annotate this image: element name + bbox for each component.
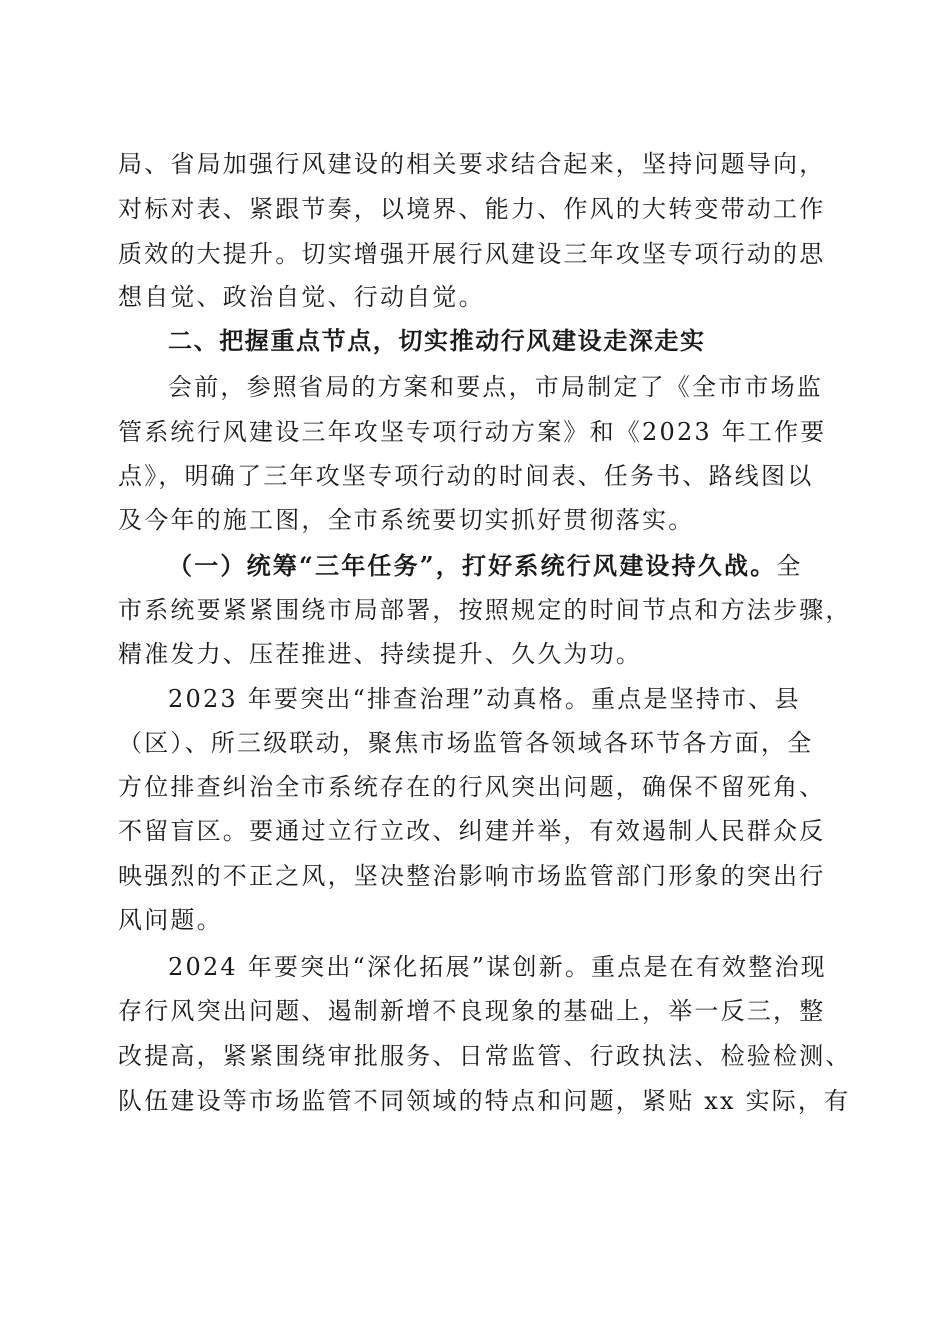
paragraph-line: 市系统要紧紧围绕市局部署，按照规定的时间节点和方法步骤， xyxy=(118,596,852,624)
paragraph-line: 及今年的施工图，全市系统要切实抓好贯彻落实。 xyxy=(118,506,695,534)
paragraph-line: 2024 年要突出“深化拓展”谋创新。重点是在有效整治现 xyxy=(168,953,827,981)
paragraph-line: 方位排查纠治全市系统存在的行风突出问题，确保不留死角、 xyxy=(118,773,826,801)
subsection-heading: （一）统筹“三年任务”，打好系统行风建设持久战。 xyxy=(168,551,777,580)
paragraph-line: 队伍建设等市场监管不同领域的特点和问题，紧贴 xx 实际，有 xyxy=(118,1087,851,1115)
paragraph-line: 风问题。 xyxy=(118,906,223,934)
section-heading: 二、把握重点节点，切实推动行风建设走深走实 xyxy=(168,327,706,355)
paragraph-line: 局、省局加强行风建设的相关要求结合起来，坚持问题导向， xyxy=(118,150,826,178)
paragraph-line: 会前，参照省局的方案和要点，市局制定了《全市市场监 xyxy=(168,373,823,401)
subsection-line xyxy=(168,543,888,589)
paragraph-line: 点》，明确了三年攻坚专项行动的时间表、任务书、路线图以 xyxy=(118,462,814,490)
paragraph-line: 精准发力、压茬推进、持续提升、久久为功。 xyxy=(118,640,642,668)
paragraph-line: 对标对表、紧跟节奏，以境界、能力、作风的大转变带动工作 xyxy=(118,195,826,223)
paragraph-line: 改提高，紧紧围绕审批服务、日常监管、行政执法、检验检测、 xyxy=(118,1042,852,1070)
paragraph-line: 不留盲区。要通过立行立改、纠建并举，有效遏制人民群众反 xyxy=(118,817,826,845)
paragraph-line: 2023 年要突出“排查治理”动真格。重点是坚持市、县 xyxy=(168,685,801,713)
paragraph-line: （区）、所三级联动，聚焦市场监管各领域各环节各方面，全 xyxy=(118,729,814,757)
paragraph-line: 管系统行风建设三年攻坚专项行动方案》和《2023 年工作要 xyxy=(118,418,827,446)
paragraph-line: 映强烈的不正之风，坚决整治影响市场监管部门形象的突出行 xyxy=(118,862,826,890)
paragraph-line: 存行风突出问题、遏制新增不良现象的基础上，举一反三，整 xyxy=(118,997,826,1025)
subsection-text: 全 xyxy=(776,552,803,580)
paragraph-line: 想自觉、政治自觉、行动自觉。 xyxy=(118,283,485,311)
paragraph-line: 质效的大提升。切实增强开展行风建设三年攻坚专项行动的思 xyxy=(118,240,826,268)
